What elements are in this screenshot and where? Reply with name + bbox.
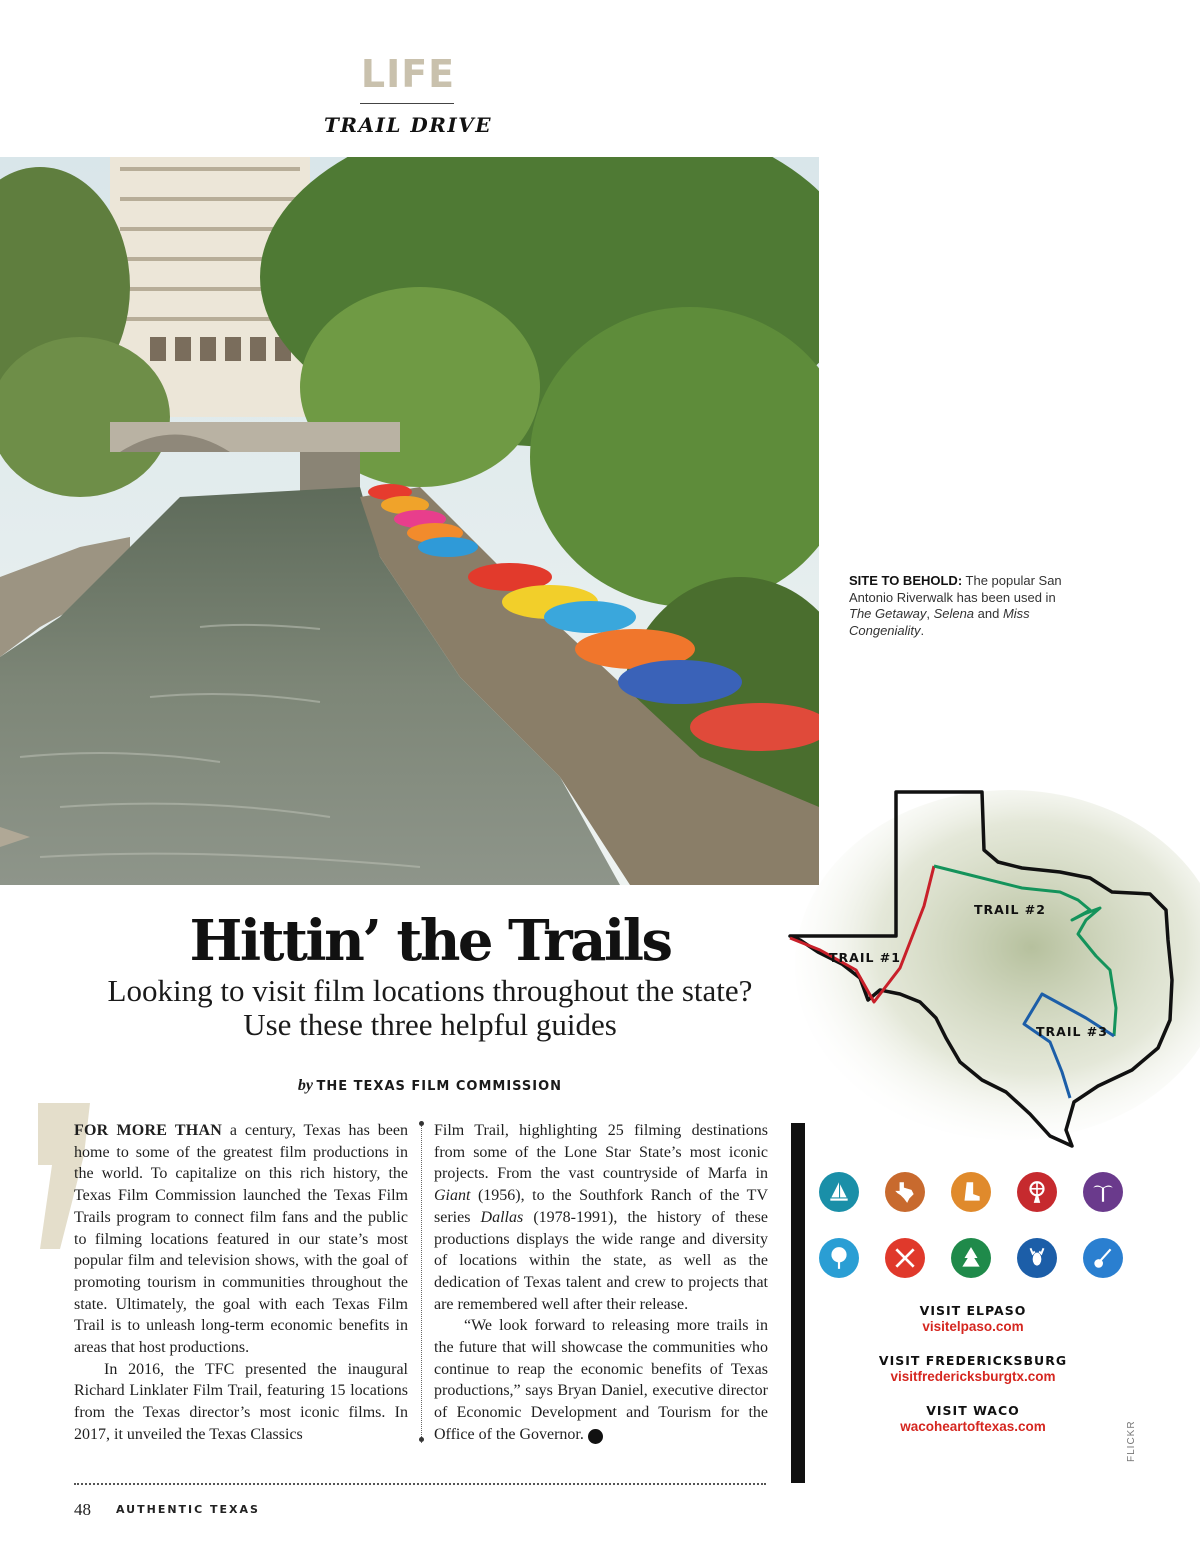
paragraph-text: “We look forward to releasing more trails in the future that will showcase the communities who continue to reap the economic benefits of Texas productions,” says Bryan Daniel, executive director of Economic Development and Tourism for the Office of the Governor. (434, 1317, 768, 1443)
paragraph (434, 1315, 768, 1445)
trail-1-label: TRAIL #1 (829, 950, 901, 965)
caption-film: Selena (933, 606, 975, 621)
paragraph-text: (1978-1991), the history of these productions displays the wide range and diversity of locations within the state, as well as the dedication of Texas talent and crew to projects that are remembered well after their release. (434, 1208, 768, 1313)
caption-sep: , (926, 606, 934, 621)
deck-line: Looking to visit film locations throughout the state? (107, 973, 753, 1008)
link-block (858, 1353, 1088, 1384)
caption-text: The popular San Antonio Riverwalk has been used in (849, 573, 1062, 605)
divider-dot (419, 1437, 424, 1442)
trail-icon-grid (819, 1172, 1129, 1284)
trail-3-label: TRAIL #3 (1036, 1024, 1108, 1039)
texas-shape-icon (885, 1172, 925, 1212)
article-column-2 (434, 1120, 768, 1446)
palm-tree-icon (1083, 1172, 1123, 1212)
trail-2-label: TRAIL #2 (974, 902, 1046, 917)
byline-author: THE TEXAS FILM COMMISSION (316, 1079, 563, 1094)
visit-links (858, 1303, 1088, 1453)
paragraph-text: Film Trail, highlighting 25 filming destinations from some of the Lone Star State’s most iconic projects. From the vast countryside of Marfa in (434, 1122, 768, 1183)
caption-sep: and (974, 606, 1003, 621)
pine-trees-icon (951, 1238, 991, 1278)
link-name: VISIT WACO (926, 1403, 1020, 1418)
link-block (858, 1303, 1088, 1334)
article-column-1 (74, 1120, 408, 1446)
caption-film: The Getaway (849, 606, 927, 621)
link-name: VISIT ELPASO (919, 1303, 1027, 1318)
deer-icon (1017, 1238, 1057, 1278)
link-name: VISIT FREDERICKSBURG (878, 1353, 1068, 1368)
article-headline: Hittin’ the Trails (189, 908, 671, 974)
caption-film: Miss Congeniality (849, 606, 1030, 638)
film-title: Dallas (480, 1208, 524, 1226)
end-mark-icon: AT (588, 1429, 603, 1444)
magazine-name: AUTHENTIC TEXAS (116, 1503, 260, 1516)
column-divider (421, 1123, 422, 1443)
article-deck (60, 974, 800, 1042)
link-url[interactable]: visitelpaso.com (922, 1319, 1024, 1334)
section-divider (360, 103, 454, 104)
link-block (858, 1403, 1088, 1434)
paragraph: In 2016, the TFC presented the inaugural Richard Linklater Film Trail, featuring 15 locations from the Texas director’s most iconic films. In 2017, it unveiled the Texas Classics (74, 1360, 408, 1443)
link-url[interactable]: wacoheartoftexas.com (900, 1419, 1046, 1434)
divider-dot (419, 1121, 424, 1126)
paragraph-text: a century, Texas has been home to some of the greatest film productions in the world. To capitalize on this rich history, the Texas Film Commission launched the Texas Film Trails program to connect film fans and the public to filming locations featured in our state’s most popular film and television shows, with the goal of promoting tourism in communities throughout the state. Ultimately, the goal with each Texas Film Trail is to unleash long-term economic benefits in areas that host productions. (74, 1122, 408, 1357)
byline-prefix: by (297, 1077, 314, 1094)
photo-caption (849, 573, 1064, 639)
caption-end: . (920, 622, 925, 638)
paragraph (74, 1120, 408, 1359)
crossed-swords-icon (885, 1238, 925, 1278)
riverwalk-photo (0, 157, 819, 885)
cowboy-boot-icon (951, 1172, 991, 1212)
guitar-icon (1083, 1238, 1123, 1278)
lead-in: FOR MORE THAN (74, 1122, 222, 1139)
deck-line: Use these three helpful guides (243, 1007, 617, 1042)
link-url[interactable]: visitfredericksburgtx.com (890, 1369, 1056, 1384)
film-title: Giant (434, 1187, 471, 1205)
paragraph (434, 1120, 768, 1315)
photo-credit: FLICKR (1126, 1420, 1137, 1462)
tree-icon (819, 1238, 859, 1278)
texas-trails-map (760, 780, 1200, 1160)
sailboat-icon (819, 1172, 859, 1212)
sidebar-rule (791, 1123, 805, 1483)
footer-rule (74, 1483, 766, 1485)
section-title: LIFE (360, 52, 456, 96)
windmill-icon (1017, 1172, 1057, 1212)
page-number: 48 (74, 1500, 91, 1519)
subsection-title: TRAIL DRIVE (324, 113, 492, 137)
byline (200, 1077, 660, 1095)
paragraph-text: (1956), to the Southfork Ranch of the TV series (434, 1187, 768, 1226)
caption-label: SITE TO BEHOLD: (849, 573, 963, 588)
